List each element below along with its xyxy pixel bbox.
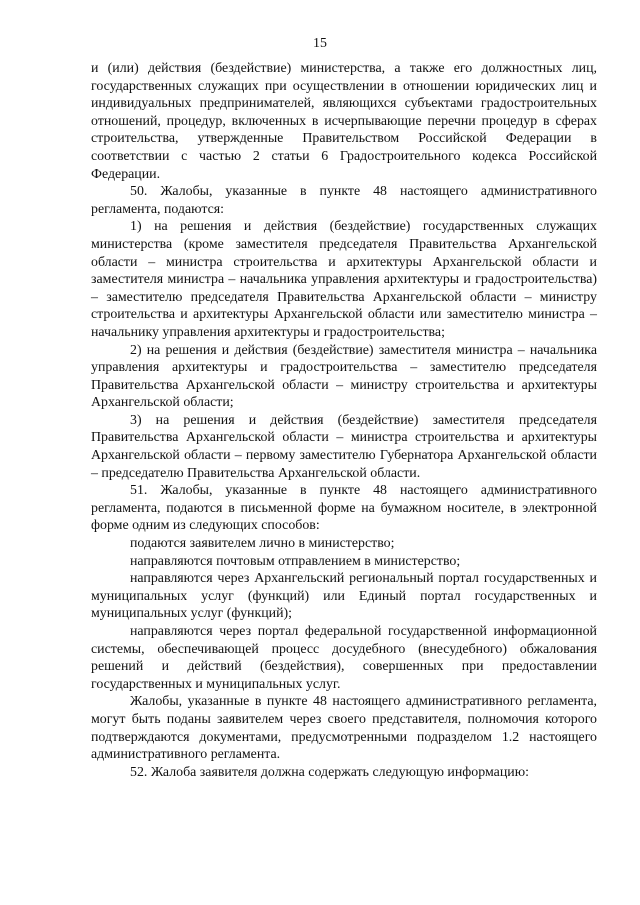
paragraph-52: 52. Жалоба заявителя должна содержать следующую информацию:	[130, 764, 529, 780]
paragraph-continuation: и (или) действия (бездействие) министерства, а также его должностных лиц, государственных служащих при осуществлении в отношении юридических лиц и индивидуальных предпринимателей, являющихся субъектами градостроительных отношений, процедур, включенных в исчерпывающие перечни процедур в сферах строительства, утвержденные Правительством Российской Федерации в соответствии с частью 2 статьи 6 Градостроительного кодекса Российской Федерации.	[91, 61, 597, 182]
paragraph-50: 50. Жалобы, указанные в пункте 48 настоящего административного регламента, подаются:	[91, 184, 597, 217]
page-number: 15	[313, 36, 327, 51]
paragraph-51-method-mail: направляются почтовым отправлением в министерство;	[130, 553, 461, 569]
paragraph-51-method-portal: направляются через Архангельский региональный портал государственных и муниципальных услуг (функций) или Единый портал государственных и муниципальных услуг (функций);	[91, 571, 597, 622]
paragraph-51-method-in-person: подаются заявителем лично в министерство;	[130, 536, 395, 552]
document-body	[91, 60, 597, 781]
paragraph-50-item-2: 2) на решения и действия (бездействие) заместителя министра – начальника управления архитектуры и градостроительства – заместителю председателя Правительства Архангельской области – министру строительства и архитектуры Архангельской области;	[91, 342, 597, 411]
paragraph-51: 51. Жалобы, указанные в пункте 48 настоящего административного регламента, подаются в письменной форме на бумажном носителе, в электронной форме одним из следующих способов:	[91, 483, 597, 534]
paragraph-50-item-1: 1) на решения и действия (бездействие) государственных служащих министерства (кроме заместителя председателя Правительства Архангельской области – министра строительства и архитектуры Архангельской области и заместителя министра – начальника управления архитектуры и градостроительства) – заместителю председателя Правительства Архангельской области – министру строительства и архитектуры Архангельской области или заместителю министра – начальнику управления архитектуры и градостроительства;	[91, 219, 597, 340]
paragraph-51-method-federal-system: направляются через портал федеральной государственной информационной системы, обеспечивающей процесс досудебного (внесудебного) обжалования решений и действий (бездействия), совершенных при предоставлении государственных и муниципальных услуг.	[91, 624, 597, 692]
paragraph-50-item-3: 3) на решения и действия (бездействие) заместителя председателя Правительства Архангельской области – министра строительства и архитектуры Архангельской области – первому заместителю Губернатора Архангельской области – председателю Правительства Архангельской области.	[91, 412, 597, 481]
paragraph-51-representative: Жалобы, указанные в пункте 48 настоящего административного регламента, могут быть поданы заявителем через своего представителя, полномочия которого подтверждаются документами, предусмотренными подразделом 1.2 настоящего административного регламента.	[91, 694, 597, 763]
